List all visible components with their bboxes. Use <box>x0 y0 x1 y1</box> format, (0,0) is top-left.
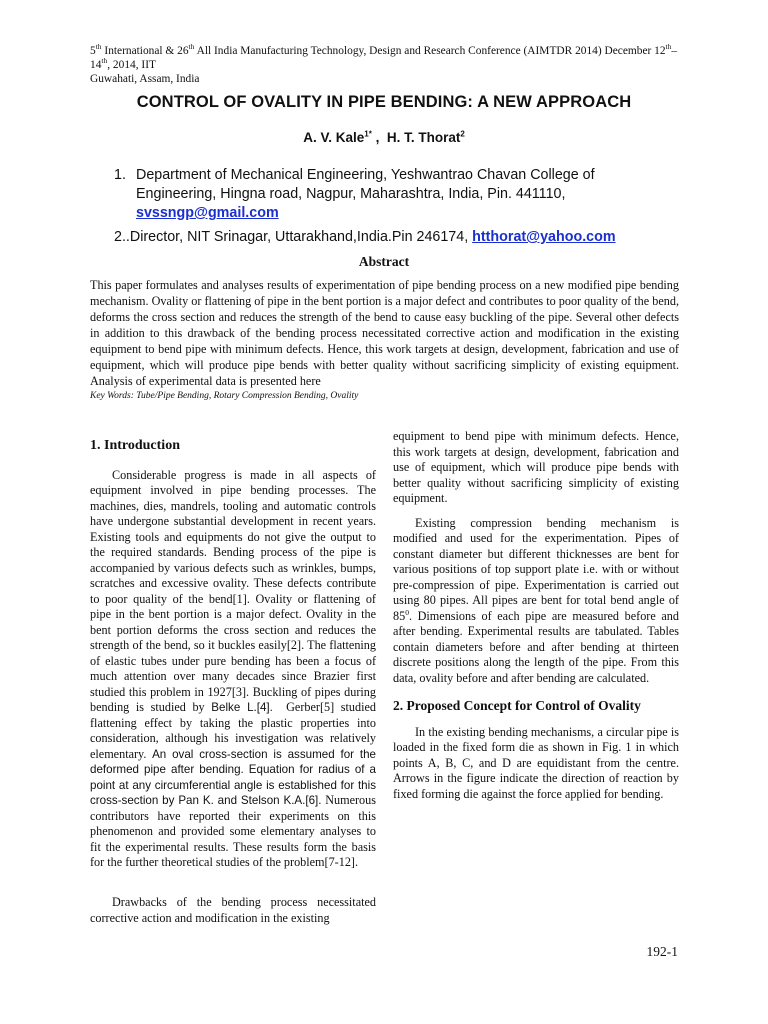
author-1-affiliation-mark: 1* <box>364 129 372 139</box>
paper-title: CONTROL OF OVALITY IN PIPE BENDING: A NEW APPROACH <box>136 93 632 111</box>
author-separator: , <box>371 130 387 145</box>
drawbacks-paragraph: Drawbacks of the bending process necessitated corrective action and modification in the existing <box>90 895 376 925</box>
header-sup: th <box>101 56 108 66</box>
intro-text: Gerber[5] studied flattening effect by taking the plastic properties into consideration, although his investigation was relatively elementary. <box>90 700 380 761</box>
section-heading-proposed-concept: 2. Proposed Concept for Control of Ovality <box>393 698 641 713</box>
header-text: , 2014, IIT <box>107 59 156 71</box>
right-paragraph: equipment to bend pipe with minimum defects. Hence, this work targets at design, development, fabrication and use of equipment, which will produce pipe bends with better quality without sacrificing simplicity of existing equipment. <box>393 429 679 505</box>
abstract-body: This paper formulates and analyses results of experimentation of pipe bending process on a new modified pipe bending mechanism. Ovality or flattening of pipe in the bent portion is a major defect and contributes to poor quality of the bend, deforms the cross section and reduces the strength of the bend to cause easy buckling of the pipe. Several other defects in addition to this drawback of the bending process necessitated corrective action and modification in the existing equipment to bend pipe with minimum defects. Hence, this work targets at design, development, fabrication and use of equipment, which will produce pipe bends with better quality without sacrificing simplicity of existing equipment. Analysis of experimental data is presented here <box>90 278 679 388</box>
affiliation-text: 2..Director, NIT Srinagar, Uttarakhand,India.Pin 246174, <box>114 229 473 245</box>
abstract-heading: Abstract <box>358 254 410 269</box>
header-sup: th <box>188 42 195 52</box>
affiliation-number: 1. <box>114 167 126 183</box>
author-2: H. T. Thorat <box>386 130 461 145</box>
email-link-2[interactable]: htthorat@yahoo.com <box>472 229 616 245</box>
affiliation-2 <box>114 228 714 247</box>
affiliation-line: Department of Mechanical Engineering, Yeshwantrao Chavan College of <box>136 167 595 183</box>
header-sup: th <box>665 42 672 52</box>
header-text: All India Manufacturing Technology, Design and Research Conference (AIMTDR 2014) December 12 <box>194 45 666 57</box>
left-column <box>90 438 380 871</box>
author-1: A. V. Kale <box>303 130 365 145</box>
page-number: 192-1 <box>646 944 678 959</box>
header-sup: th <box>95 42 102 52</box>
affiliation-line: Engineering, Hingna road, Nagpur, Maharashtra, India, Pin. 441110, <box>136 186 566 202</box>
header-text: International & 26 <box>101 45 189 57</box>
authors <box>0 130 768 145</box>
right-text: . Dimensions of each pipe are measured before and after bending. Experimental results are tabulated. Tables contain diameters before and after bending at thirteen discrete positions along the length of the pipe. From this data, ovality before and after bending are calculated. <box>393 608 679 685</box>
section-heading-introduction: 1. Introduction <box>90 438 180 453</box>
header-text: –14 <box>90 45 678 71</box>
header-text: 5 <box>90 45 96 57</box>
intro-text-sans: An oval cross-section is assumed for the deformed pipe after bending. Equation for radius of a point at any circumferential angle is established for this cross-section by Pan K. and Stelson K.A.[6]. <box>90 747 377 807</box>
right-paragraph: In the existing bending mechanisms, a circular pipe is loaded in the fixed form die as shown in Fig. 1 in which points A, B, C, and D are equidistant from the centre. Arrows in the figure indicate the direction of reaction by fixed forming die against the force applied for bending. <box>393 724 679 801</box>
right-paragraph <box>393 516 679 687</box>
affiliation-1 <box>114 166 674 223</box>
intro-text: Numerous contributors have reported their experiments on this phenomenon and provided some elementary analyses to fit the experimental results. These results form the basis for the further theoretical studies of the problem[7-12]. <box>90 793 376 869</box>
intro-citation-belke: Belke L.[4]. <box>211 701 273 714</box>
intro-text: Considerable progress is made in all aspects of equipment involved in pipe bending processes. The machines, dies, mandrels, tooling and automatic controls have undergone substantial development in recent years. Existing tools and equipments do not give the output to the required standards. Bending process of the pipe is accompanied by various defects such as wrinkles, bumps, scratches and excessive ovality. These defects contribute to poor quality of the bend[1]. Ovality or flattening of pipe in the bent portion is a major defect. Ovality in the bent portion deforms the cross section and reduces the strength of the bend, so it buckles easily[2]. The flattening of elastic tubes under pure bending has been a focus of much attention over many decades since Brazier first studied this problem in 1927[3]. Buckling of pipes during bending is studied by <box>90 467 376 714</box>
intro-paragraph <box>90 467 380 871</box>
author-2-affiliation-mark: 2 <box>460 129 465 139</box>
email-link-1[interactable]: svssngp@gmail.com <box>136 205 279 221</box>
degree-sup: 0 <box>405 607 409 617</box>
right-column <box>393 429 679 802</box>
header-location: Guwahati, Assam, India <box>90 73 200 85</box>
conference-header <box>90 44 690 86</box>
keywords: Key Words: Tube/Pipe Bending, Rotary Compression Bending, Ovality <box>90 391 359 401</box>
right-text: Existing compression bending mechanism is modified and used for the experimentation. Pipes of constant diameter but different thicknesses are bent for various positions of top support plate i.e. with or without pre-compression of pipe. Experimentation is carried out using 80 pipes. All pipes are bent for total bend angle of 85 <box>393 515 679 623</box>
